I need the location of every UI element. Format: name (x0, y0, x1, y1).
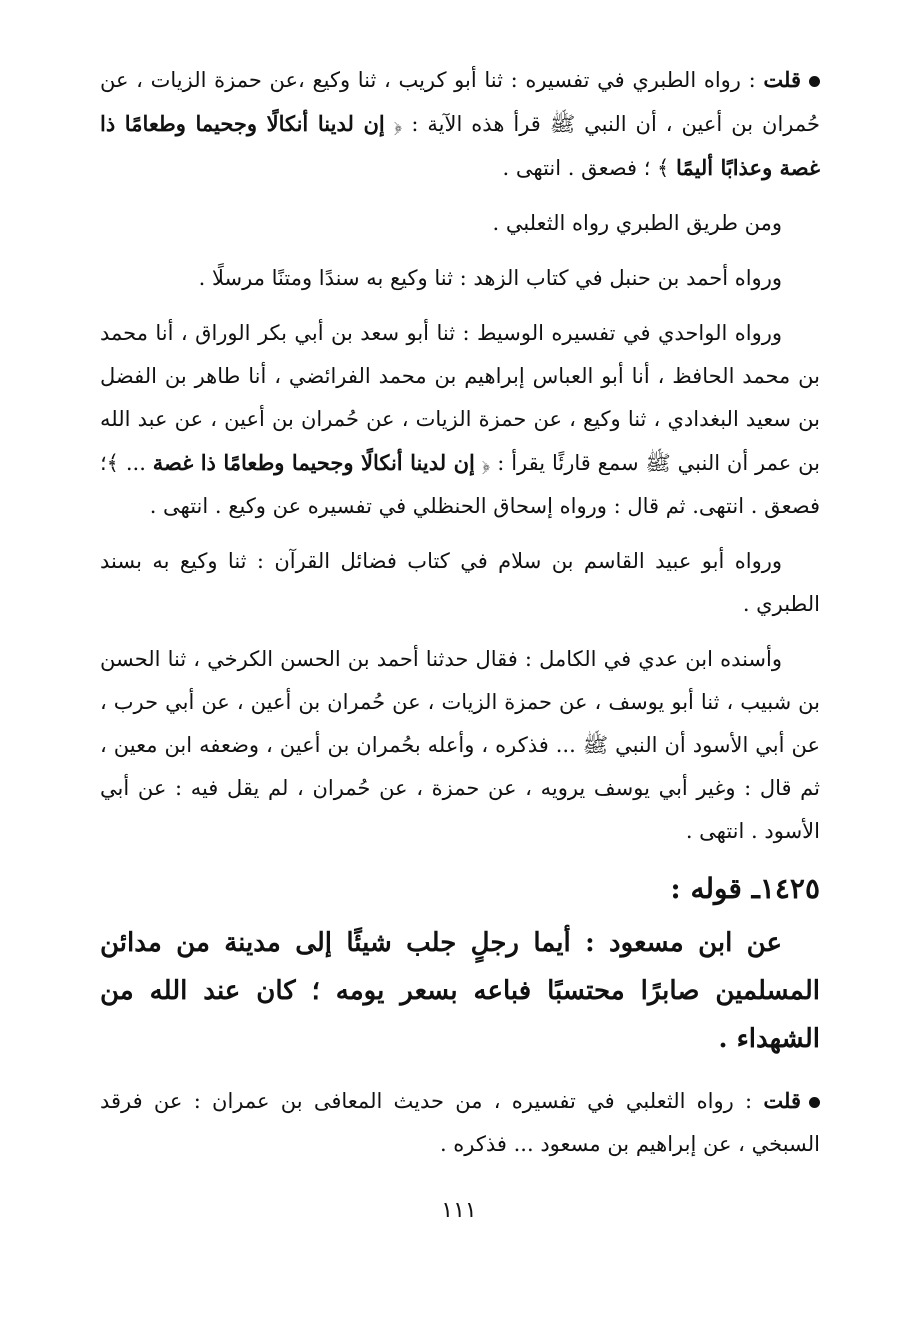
paragraph-text: ورواه الواحدي في تفسيره الوسيط : ثنا أبو سعد بن أبي بكر الوراق ، أنا محمد بن محمد الحافظ ، أنا أبو العباس إبراهيم بن محمد الفرائضي ، أنا طاهر بن الفضل بن سعيد البغدادي ، ثنا وكيع ، عن حمزة الزيات ، عن حُمران بن أعين ، عن عبد الله بن عمر أن النبي ﷺ سمع قارئًا يقرأ : ﴿ (100, 321, 821, 475)
paragraph-3 (100, 257, 820, 300)
section-heading: ١٤٢٥ـ قوله : (670, 872, 820, 905)
paragraph-text: : رواه الثعلبي في تفسيره ، من حديث المعافى بن عمران : عن فرقد السبخي ، عن إبراهيم بن مسعود ... فذكره . (100, 1089, 820, 1156)
bullet-icon (809, 76, 820, 87)
qultu-label: قلت (763, 67, 801, 92)
paragraph-1 (100, 58, 820, 190)
bullet-icon (809, 1097, 820, 1108)
qultu-label: قلت (763, 1088, 801, 1113)
paragraph-2 (100, 202, 820, 245)
page-body (100, 58, 820, 1178)
paragraph-tail: ﴾ ؛ فصعق . انتهى . (502, 156, 677, 180)
quran-quote: إن لدينا أنكالًا وجحيما وطعامًا ذا غصة وعذابًا أليمًا (100, 111, 820, 180)
hadith-text: عن ابن مسعود : أيما رجلٍ جلب شيئًا إلى مدينة من مدائن المسلمين صابرًا محتسبًا فباعه بسعر يومه ؛ كان عند الله من الشهداء . (100, 928, 820, 1054)
paragraph-text: ومن طريق الطبري رواه الثعلبي . (492, 211, 782, 235)
paragraph-text: : رواه الطبري في تفسيره : ثنا أبو كريب ، ثنا وكيع ،عن حمزة الزيات ، عن حُمران بن أعين ، أن النبي ﷺ قرأ هذه الآية : ﴿ (100, 68, 820, 136)
paragraph-final (100, 1079, 820, 1166)
page-number: ١١١ (441, 1198, 477, 1223)
paragraph-5 (100, 540, 820, 626)
paragraph-text: ورواه أبو عبيد القاسم بن سلام في كتاب فضائل القرآن : ثنا وكيع به بسند الطبري . (100, 549, 820, 616)
quran-quote: إن لدينا أنكالًا وجحيما وطعامًا ذا غصة (152, 450, 475, 475)
paragraph-6 (100, 638, 820, 853)
paragraph-4 (100, 312, 820, 528)
paragraph-tail: ... ﴾؛ فصعق . انتهى. ثم قال : ورواه إسحاق الحنظلي في تفسيره عن وكيع . انتهى . (100, 451, 820, 518)
paragraph-text: وأسنده ابن عدي في الكامل : فقال حدثنا أحمد بن الحسن الكرخي ، ثنا الحسن بن شبيب ، ثنا أبو يوسف ، عن حمزة الزيات ، عن حُمران بن أعين ، عن أبي حرب ، عن أبي الأسود أن النبي ﷺ ... فذكره ، وأعله بحُمران بن أعين ، وضعفه ابن معين ، ثم قال : وغير أبي يوسف يرويه ، عن حمزة ، عن حُمران ، لم يقل فيه : عن أبي الأسود . انتهى . (100, 647, 821, 843)
paragraph-text: ورواه أحمد بن حنبل في كتاب الزهد : ثنا وكيع به سندًا ومتنًا مرسلًا . (198, 266, 782, 290)
